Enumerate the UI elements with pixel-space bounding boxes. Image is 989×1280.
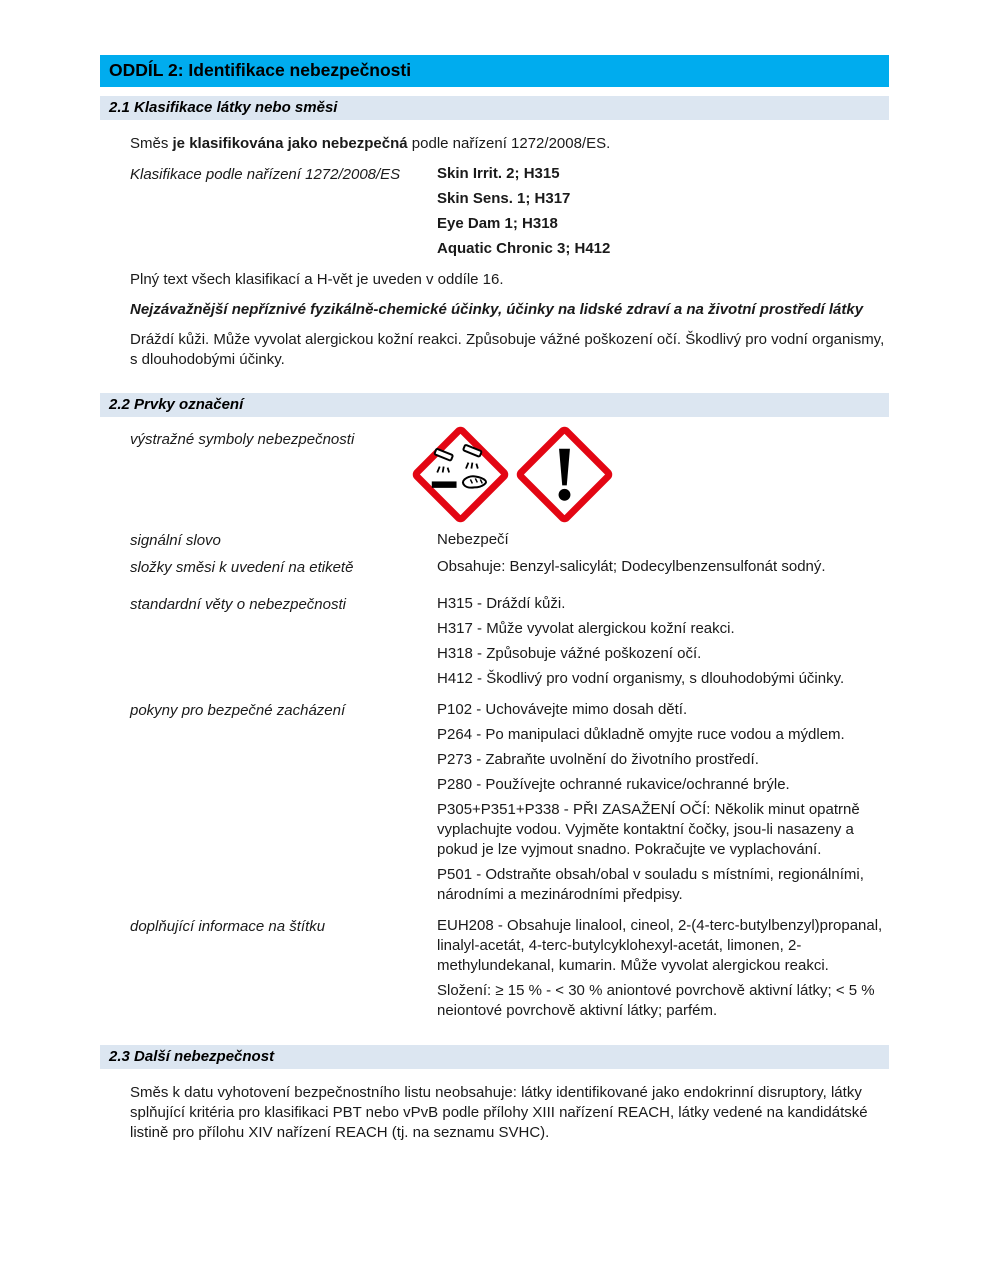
- adverse-effects-heading: Nejzávažnější nepříznivé fyzikálně-chemické účinky, účinky na lidské zdraví a na životní prostředí látky: [130, 301, 864, 318]
- supplemental-info-row: [130, 916, 889, 1026]
- subsection-2-3-body: [100, 1069, 889, 1157]
- supplemental-info-label: doplňující informace na štítku: [130, 918, 326, 935]
- precautionary-statements-values: [437, 700, 889, 910]
- sds-document-section-2: [100, 0, 889, 1157]
- section-2-header: [100, 55, 889, 87]
- subsection-2-1-body: [100, 120, 889, 384]
- ghs07-exclamation-pictogram-icon: [515, 425, 614, 524]
- signal-word-row: [130, 530, 889, 551]
- ghs-pictograms: [411, 425, 889, 524]
- classified-as-dangerous-text: je klasifikována jako nebezpečná: [172, 135, 408, 152]
- hazard-statements-values: [437, 594, 889, 694]
- precautionary-statements-row: [130, 700, 889, 910]
- classification-label: Klasifikace podle nařízení 1272/2008/ES: [130, 166, 401, 183]
- signal-word-value: Nebezpečí: [437, 531, 509, 548]
- precautionary-statement: P102 - Uchovávejte mimo dosah dětí.: [437, 701, 688, 718]
- subsection-2-2-header: [100, 393, 889, 417]
- label-components-value: Obsahuje: Benzyl-salicylát; Dodecylbenzensulfonát sodný.: [437, 558, 826, 575]
- precautionary-statement: P264 - Po manipulaci důkladně omyjte ruce vodou a mýdlem.: [437, 726, 845, 743]
- ghs05-corrosion-pictogram-icon: [411, 425, 510, 524]
- precautionary-statement: P273 - Zabraňte uvolnění do životního prostředí.: [437, 751, 759, 768]
- other-hazards-text: Směs k datu vyhotovení bezpečnostního listu neobsahuje: látky identifikované jako endokrinní disruptory, látky splňující kritéria pro klasifikaci PBT nebo vPvB podle přílohy XIII nařízení REACH, látky vedené na kandidátské listině pro přílohu XIV nařízení REACH (tj. na seznamu SVHC).: [130, 1084, 868, 1141]
- supplemental-statement: Složení: ≥ 15 % - < 30 % aniontové povrchově aktivní látky; < 5 % neiontové povrchově aktivní látky; parfém.: [437, 982, 875, 1019]
- classification-item: Aquatic Chronic 3; H412: [437, 240, 611, 257]
- classification-row: [130, 164, 889, 264]
- subsection-2-2-title: 2.2 Prvky označení: [109, 396, 244, 413]
- section-2-title: ODDÍL 2: Identifikace nebezpečnosti: [109, 60, 412, 80]
- hazard-statement: H318 - Způsobuje vážné poškození očí.: [437, 645, 702, 662]
- subsection-2-3-header: [100, 1045, 889, 1069]
- classification-item: Skin Irrit. 2; H315: [437, 165, 560, 182]
- classification-item: Eye Dam 1; H318: [437, 215, 558, 232]
- hazard-symbols-row: [130, 429, 889, 524]
- label-components-row: [130, 557, 889, 578]
- supplemental-info-values: [437, 916, 889, 1026]
- precautionary-statement: P501 - Odstraňte obsah/obal v souladu s místními, regionálními, národními a mezinárodními předpisy.: [437, 866, 864, 903]
- subsection-2-1-header: [100, 96, 889, 120]
- supplemental-statement: EUH208 - Obsahuje linalool, cineol, 2-(4-terc-butylbenzyl)propanal, linalyl-acetát, 4-terc-butylcyklohexyl-acetát, limonen, 2-methylundekanal, kumarin. Může vyvolat alergickou reakci.: [437, 917, 883, 974]
- hazard-statements-row: [130, 594, 889, 694]
- hazard-statement: H317 - Může vyvolat alergickou kožní reakci.: [437, 620, 735, 637]
- hazard-symbols-label: výstražné symboly nebezpečnosti: [130, 431, 355, 448]
- precautionary-statement: P305+P351+P338 - PŘI ZASAŽENÍ OČÍ: Několik minut opatrně vyplachujte vodou. Vyjměte kontaktní čočky, jsou-li nasazeny a pokud je lze vyjmout snadno. Pokračujte ve vyplachování.: [437, 801, 860, 858]
- precautionary-statements-label: pokyny pro bezpečné zacházení: [130, 702, 346, 719]
- full-text-note: Plný text všech klasifikací a H-vět je uveden v oddíle 16.: [130, 271, 504, 288]
- hazard-statement: H315 - Dráždí kůži.: [437, 595, 566, 612]
- hazard-statements-label: standardní věty o nebezpečnosti: [130, 596, 346, 613]
- label-components-label: složky směsi k uvedení na etiketě: [130, 559, 354, 576]
- hazard-statement: H412 - Škodlivý pro vodní organismy, s dlouhodobými účinky.: [437, 670, 845, 687]
- classification-intro: Směs je klasifikována jako nebezpečná podle nařízení 1272/2008/ES.: [130, 135, 611, 152]
- signal-word-label: signální slovo: [130, 532, 221, 549]
- classification-values: [437, 164, 889, 264]
- subsection-2-1-title: 2.1 Klasifikace látky nebo směsi: [109, 99, 338, 116]
- precautionary-statement: P280 - Používejte ochranné rukavice/ochranné brýle.: [437, 776, 790, 793]
- adverse-effects-text: Dráždí kůži. Může vyvolat alergickou kožní reakci. Způsobuje vážné poškození očí. Škodlivý pro vodní organismy, s dlouhodobými účinky.: [130, 331, 885, 368]
- subsection-2-3-title: 2.3 Další nebezpečnost: [109, 1048, 275, 1065]
- classification-item: Skin Sens. 1; H317: [437, 190, 571, 207]
- subsection-2-2-body: [100, 417, 889, 1036]
